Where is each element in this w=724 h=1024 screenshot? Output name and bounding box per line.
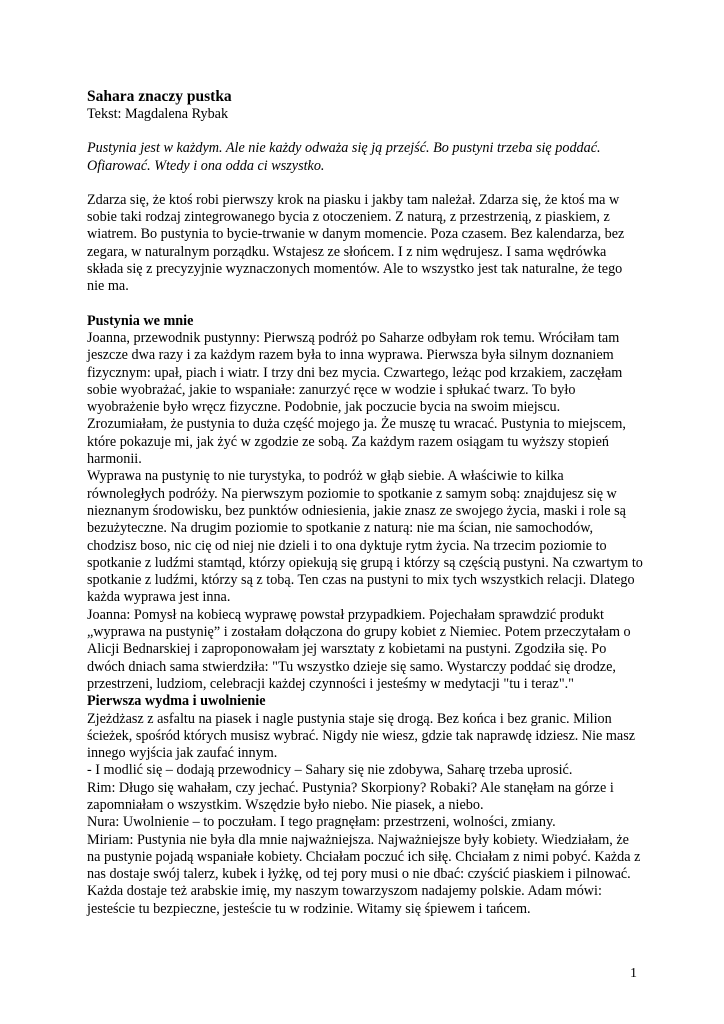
section2-paragraph: Nura: Uwolnienie – to poczułam. I tego pragnęłam: przestrzeni, wolności, zmiany. — [87, 814, 556, 831]
intro-paragraph: Zdarza się, że ktoś robi pierwszy krok na piasku i jakby tam należał. Zdarza się, że ktoś ma w sobie taki rodzaj zintegrowanego bycia z otoczeniem. Z naturą, z przestrzenią, z piaskiem, z wiatrem. Bo pustynia to bycie-trwanie w danym momencie. Poza czasem. Bez kalendarza, bez zegara, w naturalnym porządku. Wstajesz ze słońcem. I z nim wędrujesz. I sama wędrówka składa się z precyzyjnie wyznaczonych momentów. Ale to wszystko jest tak naturalne, że tego nie ma. — [87, 191, 625, 295]
section1-paragraph: Joanna, przewodnik pustynny: Pierwszą podróż po Saharze odbyłam rok temu. Wróciłam tam jeszcze dwa razy i za każdym razem była to inna wyprawa. Pierwsza była silnym doznaniem fizycznym: upał, piach i wiatr. I trzy dni bez mycia. Czwartego, leżąc pod krzakiem, zaczęłam sobie wyobrażać, jakie to wspaniałe: zanurzyć ręce w wodzie i spłukać twarz. To było wyobrażenie było wręcz fizyczne. Podobnie, jak poczucie bycia na swoim miejscu. Zrozumiałam, że pustynia to duża część mojego ja. Że muszę tu wracać. Pustynia to miejscem, które pokazuje mi, jak żyć w zgodzie ze sobą. Za każdym razem osiągam tu wyższy stopień harmonii. — [87, 329, 626, 468]
document-page — [87, 87, 643, 918]
article-title: Sahara znaczy pustka — [87, 88, 232, 105]
section1-paragraph: Wyprawa na pustynię to nie turystyka, to podróż w głąb siebie. A właściwie to kilka równoległych podróży. Na pierwszym poziomie to spotkanie z samym sobą: znajdujesz się w nieznanym środowisku, bez punktów odniesienia, jakie znasz ze swojego życia, maski i role są bezużyteczne. Na drugim poziomie to spotkanie z naturą: nie ma ścian, nie samochodów, chodzisz boso, nic cię od niej nie dzieli i to ona dyktuje rytm życia. Na trzecim poziomie to spotkanie z ludźmi stamtąd, którzy opiekują się grupą i którzy są częścią pustyni. Na czwartym to spotkanie z ludźmi, którzy są z tobą. Ten czas na pustyni to mix tych wszystkich relacji. Dlatego każda wyprawa jest inna. — [87, 468, 643, 606]
section-heading-pustynia-we-mnie: Pustynia we mnie — [87, 312, 194, 329]
section2-paragraph: Miriam: Pustynia nie była dla mnie najważniejsza. Najważniejsze były kobiety. Wiedziałam, że na pustynie pojadą wspaniałe kobiety. Chciałam poczuć ich siłę. Chciałam z nimi pobyć. Każda z nas dostaje swój talerz, kubek i łyżkę, od tej pory musi o nie dbać: czyścić piaskiem i pilnować. Każda dostaje też arabskie imię, my naszym towarzyszom nadajemy polskie. Adam mówi: jesteście tu bezpieczne, jesteście tu w rodzinie. Witamy się śpiewem i tańcem. — [87, 831, 641, 917]
section2-paragraph: - I modlić się – dodają przewodnicy – Sahary się nie zdobywa, Saharę trzeba uprosić. — [87, 762, 573, 779]
article-lead: Pustynia jest w każdym. Ale nie każdy odważa się ją przejść. Bo pustyni trzeba się poddać. Ofiarować. Wtedy i ona odda ci wszystko. — [87, 140, 601, 174]
article-author: Tekst: Magdalena Rybak — [87, 106, 229, 122]
page-number: 1 — [630, 966, 637, 981]
section1-paragraph: Joanna: Pomysł na kobiecą wyprawę powstał przypadkiem. Pojechałam sprawdzić produkt „wyprawa na pustynię” i zostałam dołączona do grupy kobiet z Niemiec. Potem przeczytałam o Alicji Bednarskiej i zaproponowałam jej warsztaty z kobietami na pustyni. Zgodziła się. Po dwóch dniach sama stwierdziła: "Tu wszystko dzieje się samo. Wystarczy poddać się drodze, przestrzeni, ludziom, celebracji każdej czynności i jesteśmy w medytacji "tu i teraz"." — [87, 606, 631, 692]
section2-paragraph: Rim: Długo się wahałam, czy jechać. Pustynia? Skorpiony? Robaki? Ale stanęłam na górze i zapomniałam o wszystkim. Wszędzie było niebo. Nie piasek, a niebo. — [87, 779, 614, 813]
section2-paragraph: Zjeżdżasz z asfaltu na piasek i nagle pustynia staje się drogą. Bez końca i bez granic. Milion ścieżek, spośród których musisz wybrać. Nigdy nie wiesz, gdzie tak naprawdę idziesz. Nie masz innego wyjścia jak zaufać innym. — [87, 710, 636, 762]
section-heading-pierwsza-wydma: Pierwsza wydma i uwolnienie — [87, 693, 266, 710]
